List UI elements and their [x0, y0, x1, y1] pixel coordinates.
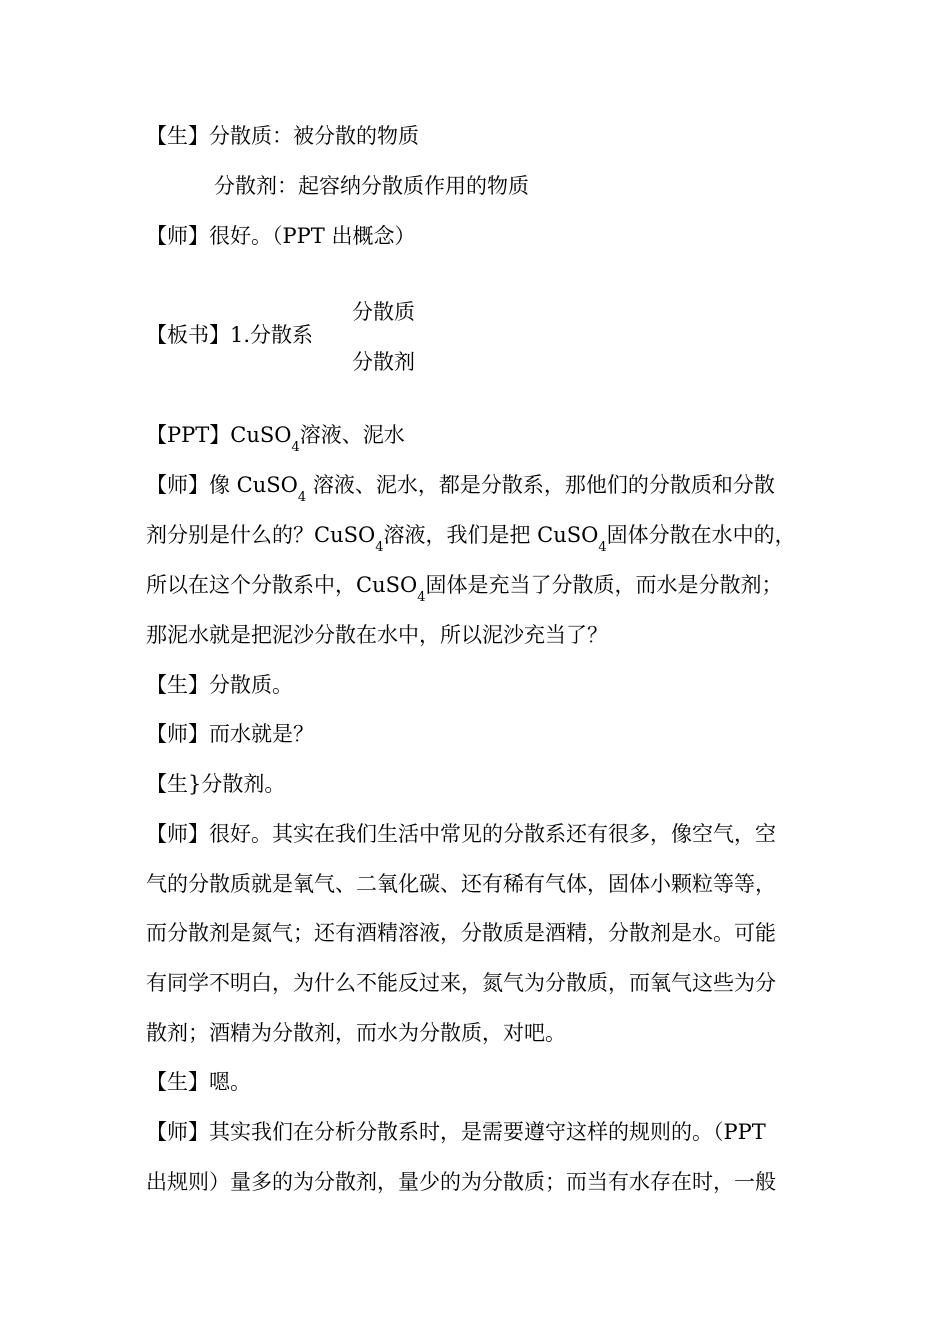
text-line: 【生】嗯。	[146, 1070, 251, 1094]
subscript: 4	[291, 440, 300, 455]
text-span: 固体分散在水中的，	[606, 523, 796, 547]
subscript: 4	[297, 490, 307, 505]
text-line: 【师】很好。（PPT 出概念）	[146, 224, 416, 248]
text-line: 气的分散质就是氧气、二氧化碳、还有稀有气体，固体小颗粒等等，	[146, 872, 776, 896]
text-line	[146, 570, 783, 605]
text-line: 【生}分散剂。	[146, 772, 286, 796]
text-span: 【PPT】CuSO	[146, 423, 292, 447]
text-span: 剂分别是什么的？CuSO	[146, 523, 376, 547]
text-span: 溶液、泥水，都是分散系，那他们的分散质和分散	[306, 473, 775, 497]
board-item-dispersion-medium: 分散剂	[352, 350, 415, 374]
text-span: 固体是充当了分散质，而水是分散剂；	[425, 573, 783, 597]
subscript: 4	[598, 540, 607, 555]
text-line: 出规则）量多的为分散剂，量少的为分散质；而当有水存在时，一般	[146, 1170, 776, 1194]
text-line: 有同学不明白，为什么不能反过来，氮气为分散质，而氧气这些为分	[146, 971, 776, 995]
text-span: 【师】像 CuSO	[146, 473, 298, 497]
text-line: 分散剂：起容纳分散质作用的物质	[214, 174, 529, 198]
text-line	[146, 420, 405, 455]
text-span: 所以在这个分散系中，CuSO	[146, 573, 418, 597]
text-line: 散剂；酒精为分散剂，而水为分散质，对吧。	[146, 1021, 566, 1045]
subscript: 4	[417, 590, 426, 605]
text-line: 【生】分散质。	[146, 673, 293, 697]
subscript: 4	[375, 540, 384, 555]
text-line: 【师】其实我们在分析分散系时，是需要遵守这样的规则的。（PPT	[146, 1120, 766, 1144]
text-line: 【生】分散质：被分散的物质	[146, 124, 419, 148]
board-item-dispersed-phase: 分散质	[352, 300, 415, 324]
text-line: 【师】而水就是？	[146, 722, 314, 746]
text-line: 【师】很好。其实在我们生活中常见的分散系还有很多，像空气，空	[146, 822, 776, 846]
text-span: 溶液，我们是把 CuSO	[383, 523, 599, 547]
text-line: 那泥水就是把泥沙分散在水中，所以泥沙充当了？	[146, 623, 608, 647]
text-span: 溶液、泥水	[299, 423, 405, 447]
text-line	[146, 520, 796, 555]
text-line	[146, 470, 775, 505]
board-label: 【板书】1.分散系	[146, 323, 314, 347]
text-line: 而分散剂是氮气；还有酒精溶液，分散质是酒精，分散剂是水。可能	[146, 921, 776, 945]
